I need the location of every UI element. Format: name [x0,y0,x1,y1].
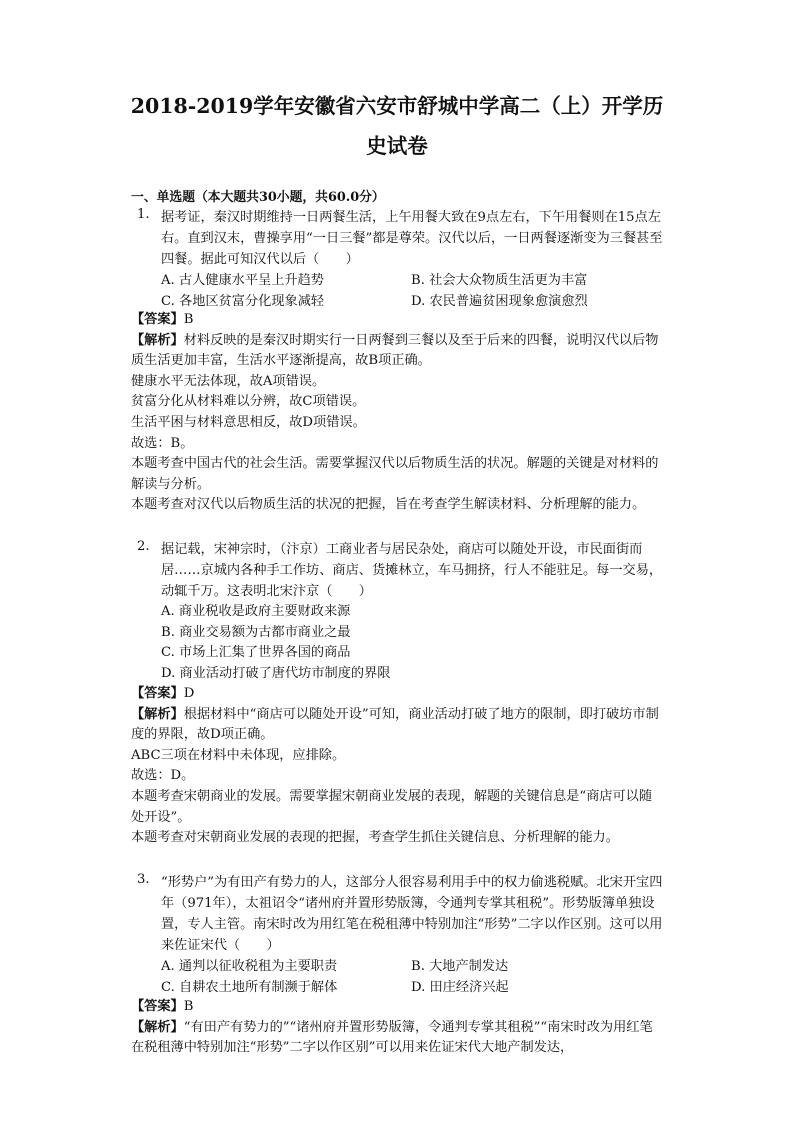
analysis-line-extra: ABC三项在材料中未体现，应排除。 [131,747,346,763]
option-a: A. 通判以征收税租为主要职责 [161,959,338,974]
answer-block-2 [131,684,665,849]
option-c: C. 自耕农土地所有制濒于解体 [161,980,338,995]
question-stem: “形势户”为有田产有势力的人，这部分人很容易利用手中的权力偷逃税赋。北宋开宝四年（971年），太祖诏令“诸州府并置形势版簿，令通判专掌其租税”。形势版簿单独设置，专人主管。南宋时改为用红笔在税租薄中特别加注“形势”二字以作区别。这可以用来佐证宋代（ ） [161,875,663,953]
option-c: C. 各地区贫富分化现象减轻 [161,294,325,309]
answer-line [131,310,665,331]
options [161,956,665,998]
question-stem: 据考证，秦汉时期维持一日两餐生活，上午用餐大致在9点左右，下午用餐则在15点左右。直到汉末，曹操享用“一日三餐”都是尊荣。汉代以后，一日两餐逐渐变为三餐甚至四餐。据此可知汉代以后（ ） [161,210,663,267]
option-a: A. 古人健康水平呈上升趋势 [161,273,324,288]
answer-tag: 【答案】 [131,686,184,701]
option-d: D. 田庄经济兴起 [411,980,509,995]
option-d: D. 商业活动打破了唐代坊市制度的界限 [161,665,391,681]
answer-value: B [183,312,194,327]
analysis-line [131,705,665,746]
page-title [90,86,704,166]
analysis-line-extra: 贫富分化从材料难以分辨，故C项错误。 [131,394,366,410]
analysis-line-extra: 故选：D。 [131,768,195,784]
question-3 [131,872,665,998]
analysis-line-extra: 本题考查对汉代以后物质生活的状况的把握，旨在考查学生解读材料、分析理解的能力。 [131,497,646,513]
option-a: A. 商业税收是政府主要财政来源 [161,604,351,619]
option-b: B. 大地产制发达 [411,959,509,974]
question-1 [131,207,665,312]
answer-value: D [183,686,195,701]
question-number: 1. [137,207,150,222]
analysis-line [131,331,665,372]
analysis-tag: 【解析】 [131,1019,184,1035]
analysis-text: 根据材料中“商店可以随处开设”可知，商业活动打破了地方的限制，即打破坊市制度的界限，故D项正确。 [131,706,659,743]
option-b: B. 商业交易额为古都市商业之最 [161,624,351,640]
title-line-1: 2018-2019学年安徽省六安市舒城中学高二（上）开学历 [130,94,664,118]
answer-block-3 [131,997,665,1059]
section-heading: 一、单选题（本大题共30小题，共60.0分） [131,190,385,205]
option-b: B. 社会大众物质生活更为丰富 [411,273,588,288]
title-line-2: 史试卷 [366,134,428,158]
analysis-text: 材料反映的是秦汉时期实行一日两餐到三餐以及至于后来的四餐，说明汉代以后物质生活更加丰富，生活水平逐渐提高，故B项正确。 [131,332,659,369]
analysis-tag: 【解析】 [131,332,184,348]
options [161,270,665,312]
analysis-line-extra: 本题考查宋朝商业的发展。需要掌握宋朝商业发展的表现，解题的关键信息是“商店可以随处开设”。 [131,788,653,825]
analysis-line [131,1018,665,1059]
question-number: 2. [137,539,150,554]
answer-line [131,684,665,705]
analysis-line-extra: 本题考查对宋朝商业发展的表现的把握，考查学生抓住关键信息、分析理解的能力。 [131,830,619,846]
answer-tag: 【答案】 [131,999,184,1014]
analysis-line-extra: 故选：B。 [131,435,194,451]
option-d: D. 农民普遍贫困现象愈演愈烈 [411,294,588,309]
analysis-line-extra: 生活平困与材料意思相反，故D项错误。 [131,414,366,430]
question-number: 3. [137,872,150,887]
analysis-tag: 【解析】 [131,706,184,722]
analysis-line-extra: 健康水平无法体现，故A项错误。 [131,373,326,389]
answer-block-1 [131,310,665,516]
analysis-line-extra: 本题考查中国古代的社会生活。需要掌握汉代以后物质生活的状况。解题的关键是对材料的解读与分析。 [131,456,659,492]
option-c: C. 市场上汇集了世界各国的商品 [161,645,351,660]
answer-tag: 【答案】 [131,312,184,327]
options [161,602,665,684]
answer-value: B [183,999,194,1014]
analysis-text: “有田产有势力的”“诸州府并置形势版簿，令通判专掌其租税”“南宋时改为用红笔在税租薄中特别加注“形势”二字以作区别”可以用来佐证宋代大地产制发达， [131,1019,653,1056]
answer-line [131,997,665,1018]
question-stem: 据记载，宋神宗时，（汴京）工商业者与居民杂处，商店可以随处开设，市民面街而居……京城内各种手工作坊、商店、货摊林立，车马拥挤，行人不能驻足。每一交易，动辄千万。这表明北宋汴京（ ） [161,542,663,599]
question-2 [131,539,665,684]
